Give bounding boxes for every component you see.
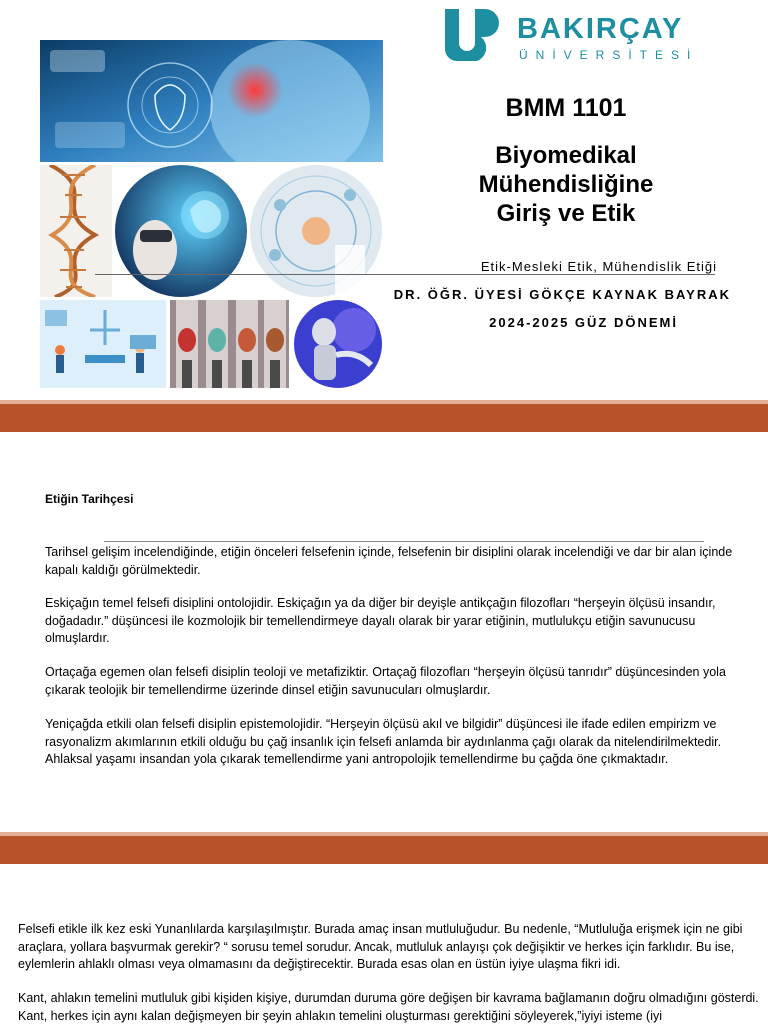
university-name: BAKIRÇAY	[517, 13, 684, 45]
university-logo-mark	[443, 9, 499, 61]
robotic-surgery-image	[40, 300, 166, 388]
slide-divider-band	[0, 832, 768, 864]
university-logo	[443, 9, 699, 65]
band-highlight	[0, 400, 768, 404]
anatomy-heart-image	[40, 40, 383, 162]
paragraph: Kant, ahlakın temelini mutluluk gibi kişiden kişiye, durumdan duruma göre değişen bir kavrama bağlamanın doğru olmadığını gösterdi. Kant, herkes için aynı kalan değişmeyen bir şeyin ahlakın temelini oluşturması gerektiğini söyleyerek,”iyiyi isteme (iyi	[18, 991, 759, 1023]
paragraph: Tarihsel gelişim incelendiğinde, etiğin önceleri felsefenin içinde, felsefenin bir disiplini olarak incelendiği ve dar bir alan içinde kapalı kaldığı görülmektedir.	[45, 545, 733, 577]
slide-title: Etiğin Tarihçesi	[45, 492, 134, 506]
title-rule	[104, 541, 704, 542]
university-subtitle: ÜNİVERSİTESİ	[519, 48, 699, 62]
course-code: BMM 1101	[505, 94, 627, 122]
course-title: Biyomedikal Mühendisliğine Giriş ve Etik	[478, 142, 654, 227]
title-divider	[95, 274, 715, 275]
bioprinted-organs-image	[170, 300, 289, 388]
robot-hand-image	[294, 300, 382, 388]
title-slide	[0, 0, 768, 400]
paragraph: Eskiçağın temel felsefi disiplini ontolojidir. Eskiçağın ya da diğer bir deyişle antikçağın filozofları “herşeyin ölçüsü insandır, doğadadır.” düşüncesi ile kozmolojik bir temellendirmeye dayalı olarak bir yarar etiğinin, mutlulukçu etiğin savunucusu olmuşlardır.	[45, 596, 716, 645]
paragraph: Felsefi etikle ilk kez eski Yunanlılarda karşılaşılmıştır. Burada amaç insan mutluluğudur. Bu nedenle, “Mutluluğa erişmek için ne gibi araçlara, yollara başvurmak gerekir? “ sorusu temel sorudur. Ancak, mutluluk anlayışı çok değişiktir ve herkes için farklıdır. Bu ise, eylemlerin ahlaklı olması veya olmamasını da değiştirecektir. Burada esas olan en üstün iyiye ulaşma fikri idi.	[18, 922, 743, 971]
dna-helix-image	[40, 165, 112, 297]
vr-brain-image	[115, 165, 247, 297]
touchscreen-health-image	[250, 165, 382, 297]
slide-divider-band	[0, 400, 768, 432]
paragraph: Yeniçağda etkili olan felsefi disiplin epistemolojidir. “Herşeyin ölçüsü akıl ve bilgidir” düşüncesi ile ifade edilen empirizm ve rasyonalizm akımlarının etkili olduğu bu çağ insanlık için felsefi anlamda bir aydınlanma çağı olarak da nitelendirilmektedir. Ahlaksal yaşamı insandan yola çıkarak temellendirme yani antropolojik temellendirme bu çağda öne çıkmaktadır.	[45, 717, 722, 766]
band-highlight	[0, 832, 768, 836]
lecture-topic: Etik-Mesleki Etik, Mühendislik Etiği	[480, 259, 717, 274]
academic-term: 2024-2025 GÜZ DÖNEMİ	[489, 315, 678, 330]
paragraph: Ortaçağa egemen olan felsefi disiplin teoloji ve metafiziktir. Ortaçağ filozofları “herşeyin ölçüsü tanrıdır” düşüncesinden yola çıkarak teolojik bir temellendirme üzerinde dinsel etiğin savunucuları olmuşlardır.	[45, 665, 726, 697]
lecturer-name: DR. ÖĞR. ÜYESİ GÖKÇE KAYNAK BAYRAK	[393, 287, 731, 302]
